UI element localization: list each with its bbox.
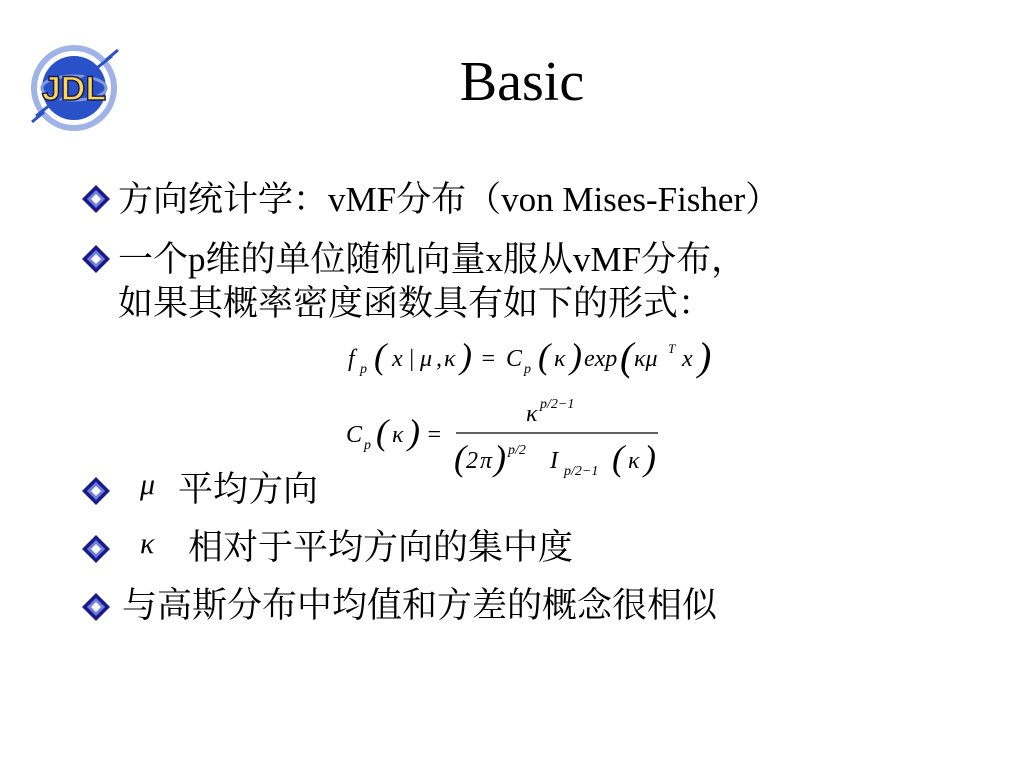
normalizing-constant-formula [340, 390, 670, 480]
svg-text:2: 2 [466, 448, 478, 474]
mu-symbol: μ [140, 468, 156, 501]
bullet-line: 如果其概率密度函数具有如下的形式： [118, 284, 714, 323]
svg-text:(: ( [376, 412, 388, 452]
svg-text:=: = [426, 422, 443, 448]
svg-text:f: f [348, 346, 355, 372]
svg-text:x: x [392, 346, 403, 372]
kappa-symbol: κ [140, 527, 155, 560]
svg-text:p/2: p/2 [508, 443, 526, 458]
svg-text:p: p [364, 438, 371, 453]
bullet-concentration: 相对于平均方向的集中度 [188, 528, 574, 567]
bullet-vmf-definition [118, 238, 746, 326]
svg-text:|: | [408, 346, 415, 372]
svg-text:κ: κ [526, 401, 538, 427]
svg-text:I: I [550, 448, 558, 474]
svg-text:C: C [346, 422, 363, 448]
svg-text:(: ( [454, 438, 466, 478]
diamond-bullet-icon [80, 533, 112, 565]
svg-text:p/2−1: p/2−1 [564, 464, 599, 479]
svg-text:κ: κ [392, 422, 404, 448]
diamond-bullet-icon [80, 591, 112, 623]
svg-text:exp: exp [584, 346, 618, 372]
svg-text:κ: κ [444, 346, 456, 372]
logo-text: JDL [41, 70, 107, 108]
svg-text:): ) [408, 412, 420, 452]
svg-text:,: , [436, 346, 442, 372]
svg-text:π: π [480, 448, 493, 474]
svg-text:p: p [524, 362, 531, 377]
svg-text:=: = [480, 346, 497, 372]
svg-text:): ) [460, 336, 472, 376]
diamond-bullet-icon [80, 183, 112, 215]
diamond-bullet-icon [80, 243, 112, 275]
vmf-density-formula [340, 336, 740, 386]
svg-text:μ: μ [420, 346, 433, 372]
svg-text:): ) [494, 438, 506, 478]
svg-text:κμ: κμ [634, 346, 658, 372]
diamond-bullet-icon [80, 475, 112, 507]
svg-text:p/2−1: p/2−1 [540, 397, 575, 412]
bullet-mean-direction: 平均方向 [178, 470, 319, 509]
svg-text:(: ( [620, 336, 634, 379]
svg-text:T: T [668, 341, 676, 356]
svg-text:): ) [698, 336, 712, 379]
bullet-gaussian-analogy: 与高斯分布中均值和方差的概念很相似 [122, 586, 718, 625]
svg-text:(: ( [374, 336, 386, 376]
bullet-directional-statistics: 方向统计学：vMF分布（von Mises-Fisher） [118, 180, 781, 219]
svg-text:κ: κ [628, 448, 640, 474]
svg-text:(: ( [538, 336, 550, 376]
svg-text:κ: κ [554, 346, 566, 372]
svg-text:(: ( [612, 438, 624, 478]
slide-title: Basic [459, 51, 585, 113]
svg-text:): ) [570, 336, 582, 376]
svg-text:x: x [682, 346, 693, 372]
bullet-line: 一个p维的单位随机向量x服从vMF分布， [118, 240, 747, 279]
svg-text:): ) [644, 438, 656, 478]
svg-text:C: C [506, 346, 523, 372]
svg-text:p: p [360, 362, 367, 377]
